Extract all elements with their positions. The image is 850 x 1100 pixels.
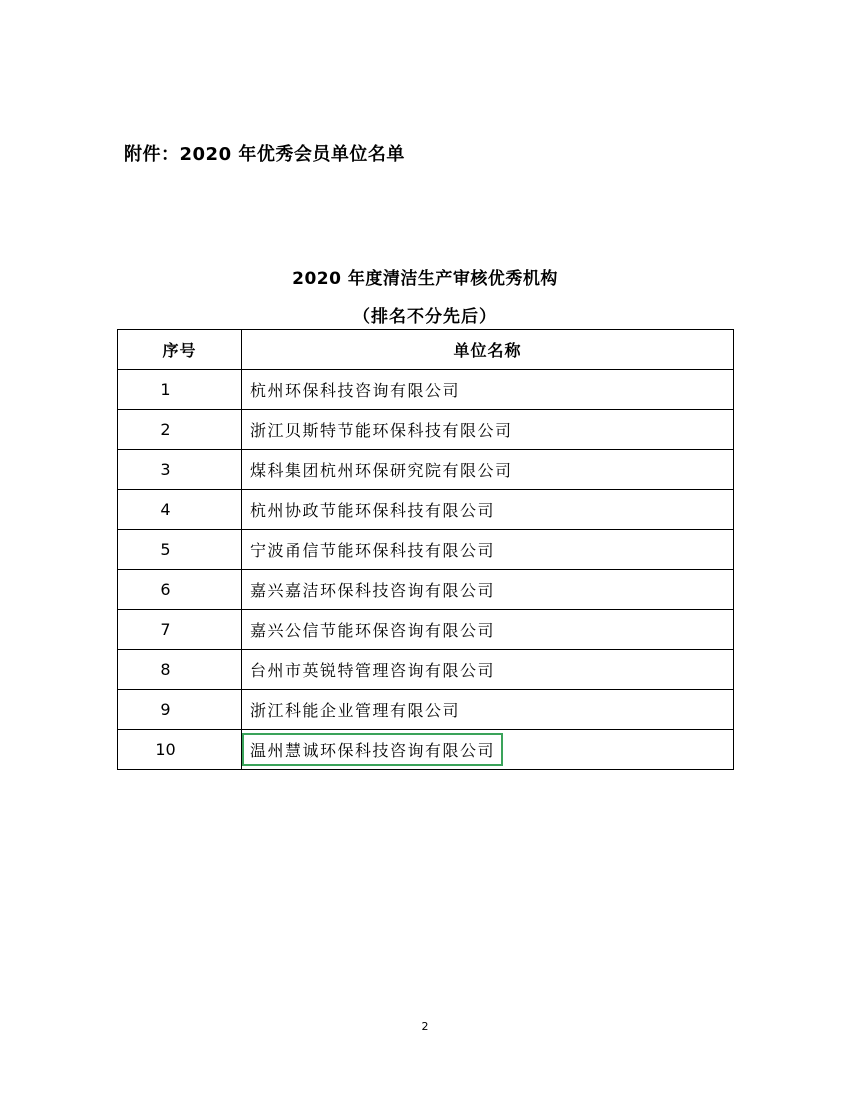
row-name-cell xyxy=(242,490,734,530)
row-name: 煤科集团杭州环保研究院有限公司 xyxy=(250,461,513,480)
table-title: 2020 年度清洁生产审核优秀机构 xyxy=(292,269,558,289)
page-number: 2 xyxy=(421,1020,429,1033)
table-row xyxy=(118,530,734,570)
row-index: 7 xyxy=(118,610,242,650)
row-name: 杭州环保科技咨询有限公司 xyxy=(250,381,461,400)
table-row xyxy=(118,730,734,770)
row-name-cell xyxy=(242,690,734,730)
row-index: 4 xyxy=(118,490,242,530)
row-name: 浙江贝斯特节能环保科技有限公司 xyxy=(250,421,513,440)
row-name: 台州市英锐特管理咨询有限公司 xyxy=(250,661,496,680)
table-row xyxy=(118,410,734,450)
row-index: 3 xyxy=(118,450,242,490)
row-name-cell xyxy=(242,570,734,610)
row-name: 嘉兴公信节能环保咨询有限公司 xyxy=(250,621,496,640)
header-index: 序号 xyxy=(118,330,242,370)
row-index: 10 xyxy=(118,730,242,770)
row-index: 2 xyxy=(118,410,242,450)
row-name: 浙江科能企业管理有限公司 xyxy=(250,701,461,720)
attachment-heading: 附件：2020 年优秀会员单位名单 xyxy=(124,144,405,165)
row-index: 1 xyxy=(118,370,242,410)
row-index: 6 xyxy=(118,570,242,610)
header-name: 单位名称 xyxy=(242,330,734,370)
row-name: 嘉兴嘉洁环保科技咨询有限公司 xyxy=(250,581,496,600)
row-name-cell xyxy=(242,650,734,690)
row-name-cell xyxy=(242,730,734,770)
row-name-cell xyxy=(242,410,734,450)
row-name-cell xyxy=(242,450,734,490)
table-row xyxy=(118,650,734,690)
row-index: 8 xyxy=(118,650,242,690)
row-index: 9 xyxy=(118,690,242,730)
row-name-cell xyxy=(242,370,734,410)
row-name-highlighted: 温州慧诚环保科技咨询有限公司 xyxy=(246,737,499,762)
table-row xyxy=(118,690,734,730)
row-name-cell xyxy=(242,610,734,650)
table-row xyxy=(118,450,734,490)
member-table xyxy=(117,329,734,770)
row-name: 杭州协政节能环保科技有限公司 xyxy=(250,501,496,520)
table-row xyxy=(118,370,734,410)
row-index: 5 xyxy=(118,530,242,570)
table-row xyxy=(118,610,734,650)
table-subtitle: （排名不分先后） xyxy=(353,307,497,327)
row-name-cell xyxy=(242,530,734,570)
row-name: 宁波甬信节能环保科技有限公司 xyxy=(250,541,496,560)
table-row xyxy=(118,490,734,530)
table-row xyxy=(118,570,734,610)
table-header-row xyxy=(118,330,734,370)
